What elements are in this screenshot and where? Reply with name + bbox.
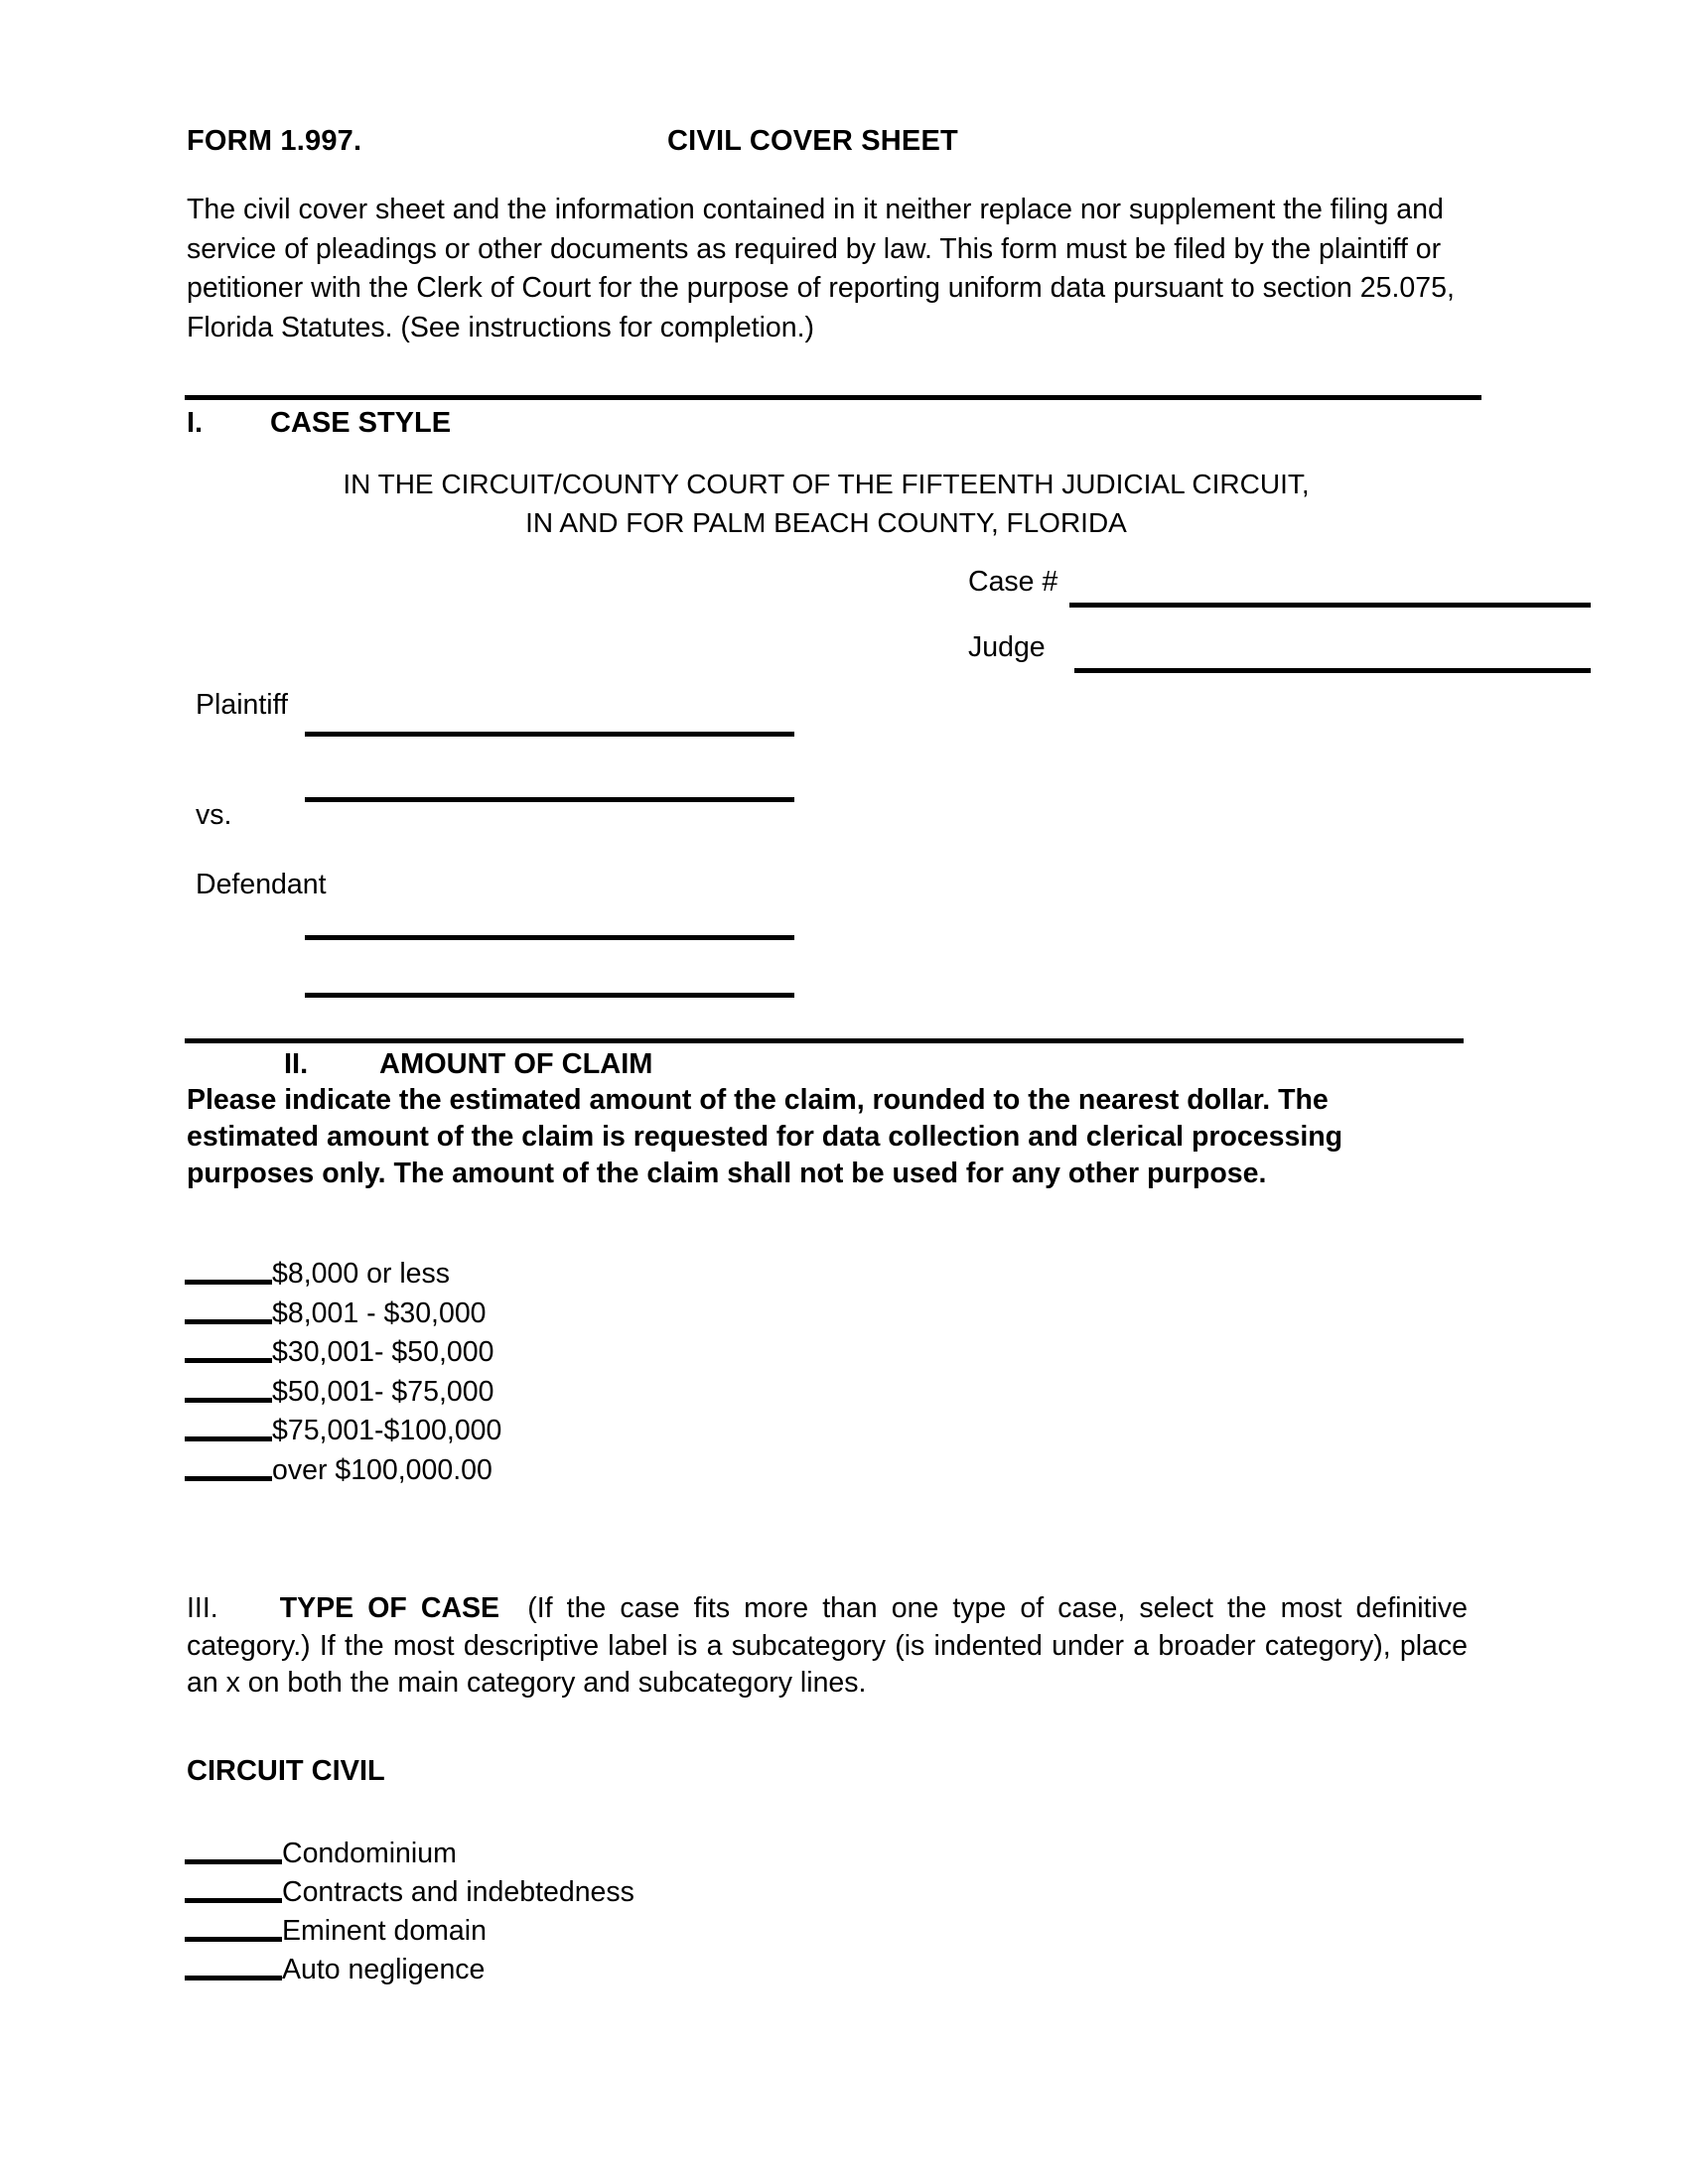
checkbox-blank-line[interactable]: [185, 1319, 272, 1324]
checkbox-blank-line[interactable]: [185, 1436, 272, 1441]
intro-paragraph: The civil cover sheet and the information contained in it neither replace nor supplement the filing and service of pleadings or other documents as required by law. This form must be filed by the plaintiff or petitioner with the Clerk of Court for the purpose of reporting uniform data pursuant to section 25.075, Florida Statutes. (See instructions for completion.): [187, 194, 1455, 343]
defendant-field-1[interactable]: [305, 935, 794, 940]
section-heading-case-style: [187, 407, 451, 440]
section-number-1: I.: [187, 407, 204, 439]
option-label: Eminent domain: [282, 1915, 487, 1947]
section-number-3: III.: [187, 1592, 218, 1624]
form-number: FORM 1.997.: [187, 125, 362, 157]
court-caption-line-2: IN AND FOR PALM BEACH COUNTY, FLORIDA: [525, 507, 1127, 538]
plaintiff-field-1[interactable]: [305, 732, 794, 737]
section-divider-1: [185, 395, 1481, 400]
section-number-2: II.: [284, 1048, 309, 1080]
checkbox-blank-line[interactable]: [185, 1859, 282, 1864]
option-label: Condominium: [282, 1838, 457, 1869]
section-heading-amount-of-claim: [284, 1048, 652, 1081]
document-title: CIVIL COVER SHEET: [667, 125, 958, 157]
plaintiff-field-2[interactable]: [305, 797, 794, 802]
option-label: $30,001- $50,000: [272, 1336, 494, 1368]
list-item[interactable]: [185, 1258, 501, 1297]
list-item[interactable]: [185, 1415, 501, 1454]
plaintiff-label: Plaintiff: [196, 689, 288, 721]
list-item[interactable]: [185, 1915, 634, 1954]
checkbox-blank-line[interactable]: [185, 1398, 272, 1403]
list-item[interactable]: [185, 1838, 634, 1876]
section-label-3: TYPE OF CASE: [279, 1592, 500, 1624]
checkbox-blank-line[interactable]: [185, 1976, 282, 1980]
circuit-civil-options: [185, 1838, 634, 1992]
option-label: Contracts and indebtedness: [282, 1876, 634, 1908]
option-label: $8,001 - $30,000: [272, 1297, 487, 1329]
option-label: Auto negligence: [282, 1954, 486, 1985]
defendant-field-2[interactable]: [305, 993, 794, 998]
section-divider-2: [185, 1038, 1464, 1043]
list-item[interactable]: [185, 1376, 501, 1416]
checkbox-blank-line[interactable]: [185, 1476, 272, 1481]
court-caption: [187, 465, 1466, 542]
option-label: $50,001- $75,000: [272, 1375, 494, 1408]
court-caption-line-1: IN THE CIRCUIT/COUNTY COURT OF THE FIFTEENTH JUDICIAL CIRCUIT,: [343, 469, 1310, 499]
option-label: $8,000 or less: [272, 1258, 451, 1290]
checkbox-blank-line[interactable]: [185, 1898, 282, 1903]
list-item[interactable]: [185, 1876, 634, 1915]
option-label: over $100,000.00: [272, 1453, 492, 1486]
list-item[interactable]: [185, 1336, 501, 1376]
list-item[interactable]: [185, 1454, 501, 1494]
list-item[interactable]: [185, 1297, 501, 1337]
checkbox-blank-line[interactable]: [185, 1937, 282, 1942]
option-label: $75,001-$100,000: [272, 1415, 502, 1446]
document-header: [187, 125, 1468, 165]
defendant-label: Defendant: [196, 869, 327, 900]
judge-label: Judge: [968, 631, 1046, 663]
list-item[interactable]: [185, 1954, 634, 1992]
section-heading-type-of-case: [187, 1590, 1468, 1703]
checkbox-blank-line[interactable]: [185, 1280, 272, 1285]
type-of-case-instructions: (If the case fits more than one type of case, select the most definitive category.) If the most descriptive label is a subcategory (is indented under a broader category), place an x on both the main category and subcategory lines.: [187, 1592, 1468, 1699]
circuit-civil-heading: CIRCUIT CIVIL: [187, 1755, 385, 1787]
case-number-label: Case #: [968, 566, 1058, 598]
amount-of-claim-instructions: Please indicate the estimated amount of the claim, rounded to the nearest dollar. The estimated amount of the claim is requested for data collection and clerical processing purposes only. The amount of the claim shall not be used for any other purpose.: [187, 1084, 1343, 1189]
section-label-1: CASE STYLE: [270, 407, 452, 439]
checkbox-blank-line[interactable]: [185, 1358, 272, 1363]
judge-field[interactable]: [1074, 668, 1591, 673]
amount-of-claim-options: [185, 1258, 501, 1493]
case-number-field[interactable]: [1069, 603, 1591, 608]
versus-label: vs.: [196, 799, 232, 831]
section-label-2: AMOUNT OF CLAIM: [379, 1048, 653, 1080]
